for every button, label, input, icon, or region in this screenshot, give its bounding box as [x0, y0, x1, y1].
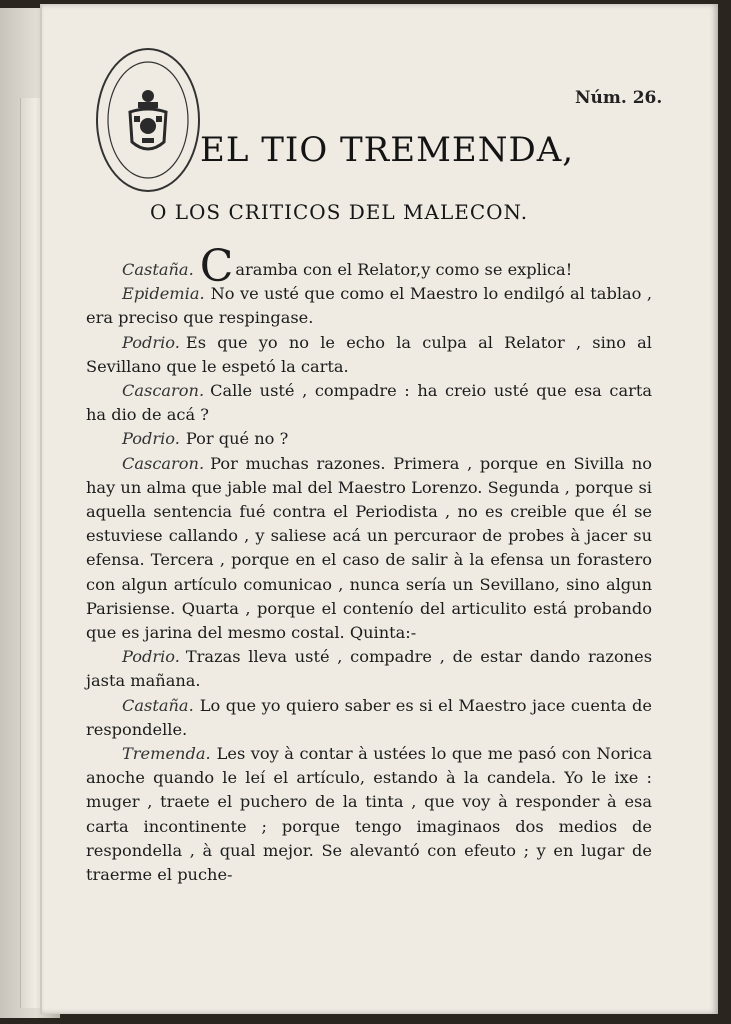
page-subtitle: O LOS CRITICOS DEL MALECON. — [150, 200, 529, 224]
speaker-name: Castaña. — [122, 260, 194, 279]
speaker-name: Epidemia. — [122, 284, 205, 304]
paragraph-text: Les voy à contar à ustées lo que me pasó con Norica anoche quando le leí el artículo, estando à la candela. Yo le ixe : muger , traete el puchero de la tinta , que voy à responder à esa carta incontinente ; porque tengo imaginaos dos medios de respondella , à qual mejor. Se alevantó con efeuto ; y en lugar de traerme el puche- — [86, 744, 652, 885]
paragraph-text: Por muchas razones. Primera , porque en Sivilla no hay un alma que jable mal del Maestro Lorenzo. Segunda , porque si aquella sentencia fué contra el Periodista , no es creible que él se estuviese callando , y saliese acá un percuraor de probes à jacer su efensa. Tercera , porque en el caso de salir à la efensa un forastero con algun artículo comunicao , nunca sería un Sevillano, sino algun Parisiense. Quarta , porque el contenío del articulito está probando que es jarina del mesmo costal. Quinta:- — [86, 453, 652, 643]
library-stamp — [96, 48, 200, 192]
issue-number: Núm. 26. — [575, 88, 663, 108]
paragraph-text: Lo que yo quiero saber es si el Maestro jace cuenta de respondelle. — [86, 695, 652, 739]
speaker-name: Podrio. — [122, 647, 180, 667]
dialogue-paragraph — [86, 645, 652, 693]
paragraph-text: Calle usté , compadre : ha creio usté que esa carta ha dio de acá ? — [86, 381, 652, 425]
dialogue-body — [86, 241, 652, 887]
drop-cap: C — [199, 241, 234, 292]
page-title: EL TIO TREMENDA, — [200, 130, 575, 170]
dialogue-paragraph — [86, 427, 652, 451]
dialogue-paragraph — [86, 331, 652, 379]
paragraph-text: Por qué no ? — [185, 429, 289, 449]
dialogue-paragraph — [86, 282, 652, 330]
speaker-name: Castaña. — [122, 695, 194, 715]
paragraph-text: aramba con el Relator,y como se explica! — [235, 260, 573, 279]
stamp-emblem-icon — [98, 50, 198, 190]
speaker-name: Tremenda. — [122, 744, 211, 764]
dialogue-paragraph — [86, 379, 652, 427]
speaker-name: Cascaron. — [122, 381, 205, 401]
paragraph-text: No ve usté que como el Maestro lo endilgó al tablao , era preciso que respingase. — [86, 284, 652, 328]
dialogue-paragraph — [86, 742, 652, 887]
dialogue-paragraph — [86, 694, 652, 742]
speaker-name: Podrio. — [122, 429, 180, 449]
paragraph-text: Es que yo no le echo la culpa al Relator , sino al Sevillano que le espetó la carta. — [86, 332, 652, 376]
dialogue-paragraph — [86, 241, 652, 292]
speaker-name: Cascaron. — [122, 453, 205, 473]
speaker-name: Podrio. — [122, 332, 180, 352]
dialogue-paragraph — [86, 452, 652, 646]
paragraph-text: Trazas lleva usté , compadre , de estar dando razones jasta mañana. — [86, 647, 652, 691]
